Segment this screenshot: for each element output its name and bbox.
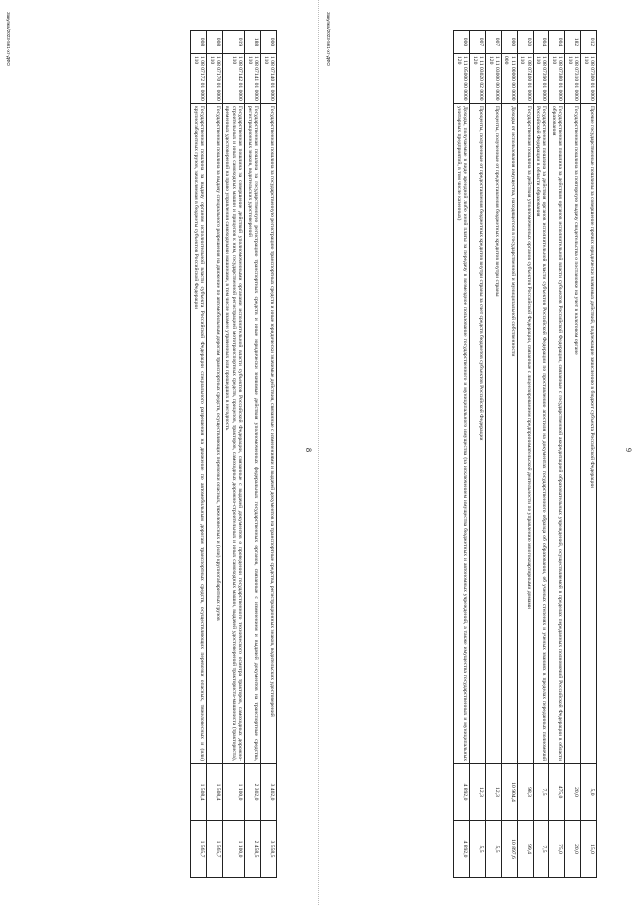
admin-code-cell: 004 bbox=[533, 31, 549, 54]
description-cell: Проценты, полученные от предоставления бюджетных кредитов внутри страны bbox=[486, 104, 502, 764]
table-row bbox=[207, 31, 223, 878]
description-cell: Государственная пошлина за действия уполномоченных органов субъектов Российской Федерации, связанные с лицензированием предпринимательской деятельности по управлению многоквартирными домами bbox=[517, 104, 533, 764]
description-cell: Государственная пошлина за совершение действий уполномоченными органами исполнительной власти субъектов Российской Федерации, связанные с выдачей документов о проведении государственного технического осмотра тракторов, самоходных дорожно-строительных и иных самоходных машин и прицепов к ним, государственной регистрацией мототранспортных средств, прицепов, тракторов, самоходных дорожно-строительных и иных самоходных машин, выдачей удостоверений тракториста-машиниста (тракториста), временных удостоверений на право управления самоходными машинами, в том числе взамен утраченных или пришедших в негодность bbox=[223, 104, 245, 764]
table-row bbox=[533, 31, 549, 878]
amount-cell: 5,0 bbox=[581, 764, 597, 821]
admin-code-cell: 008 bbox=[207, 31, 223, 54]
budget-code-cell: 1 11 03020 02 0000 120 bbox=[470, 54, 486, 104]
description-cell: Доходы от использования имущества, находящегося в государственной и муниципальной собственности bbox=[501, 104, 517, 764]
description-cell: Прочие государственные пошлины за совершение прочих юридически значимых действий, подлежащие зачислению в бюджет субъекта Российской Федерации bbox=[581, 104, 597, 764]
description-cell: Государственная пошлина за выдачу органом исполнительной власти субъекта Российской Федерации специального разрешения на движение по автомобильным дорогам транспортных средств, осуществляющих перевозки опасных, тяжеловесных и (или) крупногабаритных грузов, зачисляемая в бюджеты субъектов Российской Федерации bbox=[191, 104, 207, 764]
description-cell: Государственная пошлина за действия органов исполнительной власти субъектов Российской Федерации по проставлению апостиля на документах государственного образца об образовании, об ученых степенях и ученых званиях в пределах переданных полномочий Российской Федерации в области образования bbox=[533, 104, 549, 764]
amount-cell: 4 892,0 bbox=[454, 821, 470, 878]
amount-cell: 4 892,0 bbox=[454, 764, 470, 821]
amount-cell: 1 565,7 bbox=[207, 821, 223, 878]
budget-code-cell: 1 08 07141 01 0000 110 bbox=[245, 54, 261, 104]
amount-cell: 1 508,4 bbox=[191, 764, 207, 821]
amount-cell: 12,3 bbox=[486, 764, 502, 821]
budget-code-cell: 1 08 07172 01 0000 110 bbox=[191, 54, 207, 104]
amount-cell: 7,5 bbox=[533, 764, 549, 821]
amount-cell: 3 402,0 bbox=[261, 764, 277, 821]
table-row bbox=[470, 31, 486, 878]
amount-cell: 1 508,4 bbox=[207, 764, 223, 821]
amount-cell: 2 458,5 bbox=[245, 821, 261, 878]
amount-cell: 12,3 bbox=[470, 764, 486, 821]
description-cell: Государственная пошлина за государственную регистрацию транспортных средств и иные юридически значимые действия уполномоченных федеральных государственных органов, связанные с изменением и выдачей документов на транспортные средства, регистрационных знаков, водительских удостоверений bbox=[245, 104, 261, 764]
page-number: 9 bbox=[624, 448, 633, 452]
table-row bbox=[245, 31, 261, 878]
admin-code-cell: 000 bbox=[501, 31, 517, 54]
amount-cell: 7,5 bbox=[533, 821, 549, 878]
description-cell: Проценты, полученные от предоставления бюджетных кредитов внутри страны за счет средств бюджетов субъектов Российской Федерации bbox=[470, 104, 486, 764]
amount-cell: 99,4 bbox=[517, 821, 533, 878]
description-cell: Государственная пошлина за действия органов исполнительной власти субъектов Российской Федерации, связанные с государственной аккредитацией образовательных учреждений, осуществляемой в пределах переданных полномочий Российской Федерации в области образования bbox=[549, 104, 565, 764]
document-footer: Закупка/2023-561-хт-ДФО bbox=[6, 12, 11, 66]
table-row bbox=[486, 31, 502, 878]
table-row bbox=[501, 31, 517, 878]
table-row bbox=[454, 31, 470, 878]
table-row bbox=[191, 31, 207, 878]
budget-code-cell: 1 08 07390 01 0000 110 bbox=[533, 54, 549, 104]
admin-code-cell: 007 bbox=[470, 31, 486, 54]
table-row bbox=[565, 31, 581, 878]
amount-cell: 1 100,0 bbox=[223, 821, 245, 878]
amount-cell: 2 302,0 bbox=[245, 764, 261, 821]
admin-code-cell: 004 bbox=[549, 31, 565, 54]
admin-code-cell: 019 bbox=[223, 31, 245, 54]
admin-code-cell: 000 bbox=[261, 31, 277, 54]
amount-cell: 20,0 bbox=[565, 821, 581, 878]
revenue-table bbox=[453, 30, 597, 878]
table-row bbox=[223, 31, 245, 878]
description-cell: Доходы, получаемые в виде арендной либо иной платы за передачу в возмездное пользование государственного и муниципального имущества (за исключением имущества бюджетных и автономных учреждений, а также имущества государственных и муниципальных унитарных предприятий, в том числе казенных) bbox=[454, 104, 470, 764]
amount-cell: 20,0 bbox=[565, 764, 581, 821]
table-row bbox=[581, 31, 597, 878]
table-row bbox=[517, 31, 533, 878]
page-9-content bbox=[320, 0, 639, 905]
admin-code-cell: 008 bbox=[191, 31, 207, 54]
budget-code-cell: 1 11 03000 00 0000 120 bbox=[486, 54, 502, 104]
amount-cell: 15,0 bbox=[581, 821, 597, 878]
budget-code-cell: 1 11 00000 00 0000 000 bbox=[501, 54, 517, 104]
budget-code-cell: 1 08 07140 01 0000 110 bbox=[261, 54, 277, 104]
description-cell: Государственная пошлина за выдачу специального разрешения на движение по автомобильным дорогам транспортных средств, осуществляющих перевозки опасных, тяжеловесных и (или) крупногабаритных грузов bbox=[207, 104, 223, 764]
admin-code-cell: 182 bbox=[565, 31, 581, 54]
page-number: 8 bbox=[304, 448, 313, 452]
amount-cell: 475,0 bbox=[549, 764, 565, 821]
description-cell: Государственная пошлина за государственную регистрацию транспортных средств и иные юридически значимые действия, связанные с изменениями и выдачей документов на транспортные средства, регистрационных знаков, водительских удостоверений bbox=[261, 104, 277, 764]
budget-code-cell: 1 08 07310 01 0000 110 bbox=[565, 54, 581, 104]
budget-code-cell: 1 08 07300 01 0000 110 bbox=[581, 54, 597, 104]
description-cell: Государственная пошлина за повторную выдачу свидетельства о постановке на учет в налоговом органе bbox=[565, 104, 581, 764]
budget-code-cell: 1 08 07380 01 0000 110 bbox=[549, 54, 565, 104]
amount-cell: 5,5 bbox=[470, 821, 486, 878]
amount-cell: 1 100,0 bbox=[223, 764, 245, 821]
page-9 bbox=[320, 0, 639, 905]
admin-code-cell: 188 bbox=[245, 31, 261, 54]
admin-code-cell: 020 bbox=[517, 31, 533, 54]
budget-code-cell: 1 11 05000 00 0000 120 bbox=[454, 54, 470, 104]
admin-code-cell: 000 bbox=[454, 31, 470, 54]
amount-cell: 98,3 bbox=[517, 764, 533, 821]
table-row bbox=[261, 31, 277, 878]
budget-code-cell: 1 08 07142 01 0000 110 bbox=[223, 54, 245, 104]
amount-cell: 5,5 bbox=[486, 821, 502, 878]
budget-code-cell: 1 08 07400 01 0000 110 bbox=[517, 54, 533, 104]
admin-code-cell: 007 bbox=[486, 31, 502, 54]
page-8-content bbox=[0, 0, 319, 905]
amount-cell: 3 558,5 bbox=[261, 821, 277, 878]
amount-cell: 10 904,4 bbox=[501, 764, 517, 821]
revenue-table bbox=[190, 30, 277, 878]
page-8 bbox=[0, 0, 319, 905]
budget-code-cell: 1 08 07170 01 0000 110 bbox=[207, 54, 223, 104]
amount-cell: 1 565,7 bbox=[191, 821, 207, 878]
amount-cell: 10 897,6 bbox=[501, 821, 517, 878]
table-row bbox=[549, 31, 565, 878]
amount-cell: 75,0 bbox=[549, 821, 565, 878]
admin-code-cell: 012 bbox=[581, 31, 597, 54]
document-footer: Закупка/2023-561-хт-ДФО bbox=[326, 12, 331, 66]
